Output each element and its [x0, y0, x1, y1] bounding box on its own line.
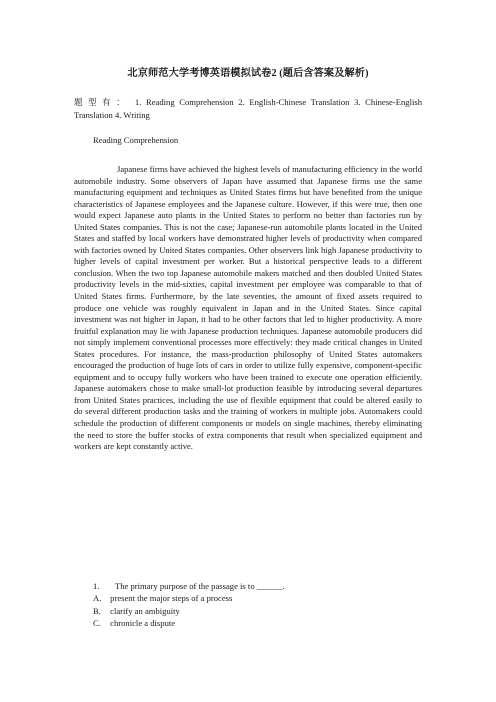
option-text: clarify an ambiguity [110, 605, 180, 616]
answer-option-c [93, 617, 413, 629]
question-block [93, 580, 413, 630]
answer-option-a [93, 592, 413, 604]
answer-option-b [93, 605, 413, 617]
option-letter: C. [93, 618, 101, 629]
option-text: present the major steps of a process [110, 593, 233, 604]
option-letter: A. [93, 593, 102, 604]
question-stem-row [93, 580, 413, 592]
option-letter: B. [93, 605, 101, 616]
option-text: chronicle a dispute [110, 618, 176, 629]
question-stem: The primary purpose of the passage is to ______. [115, 581, 285, 591]
question-types-line [74, 96, 422, 122]
exam-title: 北京师范大学考博英语模拟试卷2 (题后含答案及解析) [127, 68, 369, 79]
question-types-label: 题型有： [74, 97, 131, 107]
section-heading: Reading Comprehension [93, 135, 179, 145]
question-types-list: 1. Reading Comprehension 2. English-Chinese Translation 3. Chinese-English Translation 4. Writing [74, 97, 422, 120]
question-number: 1. [93, 581, 100, 591]
reading-passage: Japanese firms have achieved the highest levels of manufacturing efficiency in the world automobile industry. Some observers of Japan have assumed that Japanese firms use the same manufacturing equipment and techniques as United States firms but have benefited from the unique characteristics of Japanese employees and the Japanese culture. However, if this were true, then one would expect Japanese auto plants in the United States to perform no better than factories run by United States companies. This is not the case; Japanese-run automobile plants located in the United States and staffed by local workers have demonstrated higher levels of productivity when compared with factories owned by United States companies. Other observers link high Japanese productivity to higher levels of capital investment per worker. But a historical perspective leads to a different conclusion. When the two top Japanese automobile makers matched and then doubled United States productivity levels in the mid-sixties, capital investment per employee was comparable to that of United States firms. Furthermore, by the late seventies, the amount of fixed assets required to produce one vehicle was roughly equivalent in Japan and in the United States. Since capital investment was not higher in Japan, it had to be other factors that led to higher productivity. A more fruitful explanation may lie with Japanese production techniques. Japanese automobile producers did not simply implement conventional processes more effectively: they made critical changes in United States procedures. For instance, the mass-production philosophy of United States automakers encouraged the production of huge lots of cars in order to utilize fully expensive, component-specific equipment and to occupy fully workers who have been trained to execute one operation efficiently. Japanese automakers chose to make small-lot production feasible by introducing several departures from United States practices, including the use of flexible equipment that could be altered easily to do several different production tasks and the training of workers in multiple jobs. Automakers could schedule the production of different components or models on single machines, thereby eliminating the need to store the buffer stocks of extra components that result when specialized equipment and workers are kept constantly active. [74, 164, 422, 452]
